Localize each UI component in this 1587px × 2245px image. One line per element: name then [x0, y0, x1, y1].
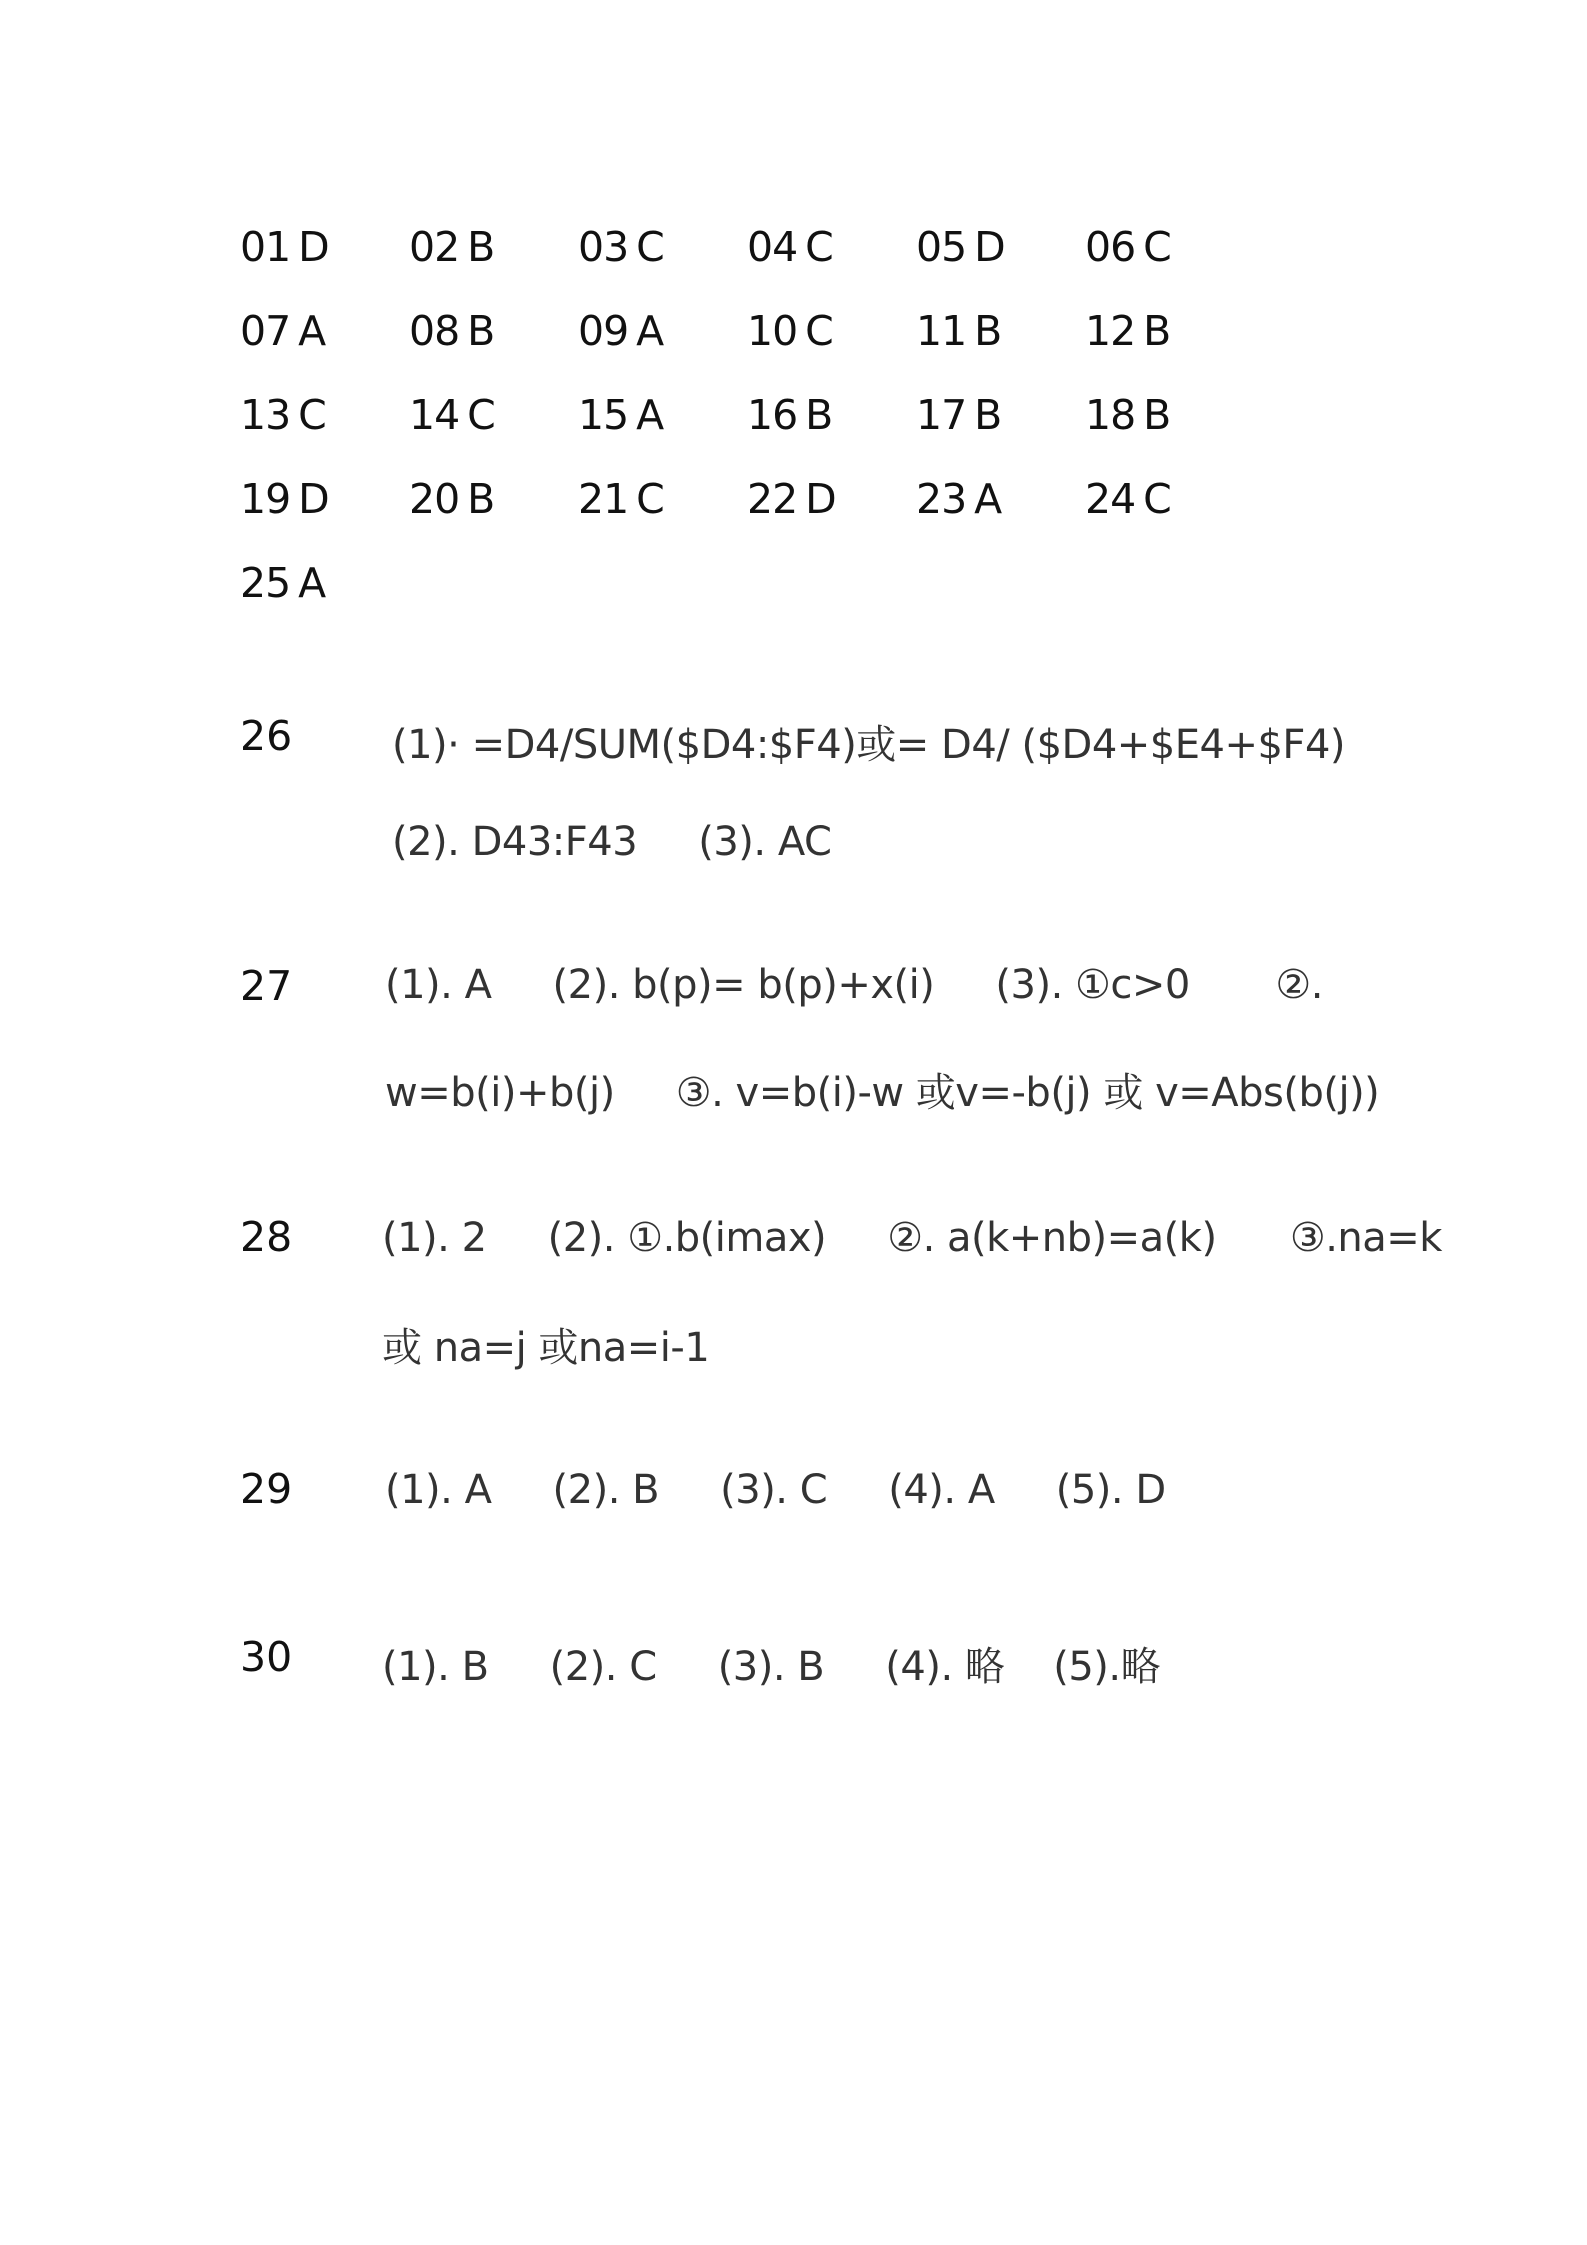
- answer-letter: C: [1143, 223, 1171, 271]
- question-number: 13: [240, 391, 291, 439]
- answer-item: [409, 475, 578, 523]
- answer-letter: D: [298, 475, 329, 523]
- answer-item: [1085, 475, 1254, 523]
- answer-item: [578, 391, 747, 439]
- question-number: 20: [409, 475, 460, 523]
- answer-letter: B: [467, 307, 495, 355]
- answer-item: [916, 307, 1085, 355]
- answer-item: [747, 223, 916, 271]
- answer-item: [747, 307, 916, 355]
- question-29-answer-line-1: (1). A (2). B (3). C (4). A (5). D: [385, 1467, 1166, 1513]
- answer-letter: B: [1143, 307, 1171, 355]
- answer-item: [1085, 307, 1254, 355]
- question-28-answer-line-2: 或 na=j 或na=i-1: [382, 1325, 710, 1371]
- question-number: 10: [747, 307, 798, 355]
- question-number: 16: [747, 391, 798, 439]
- question-number: 14: [409, 391, 460, 439]
- answer-item: [409, 223, 578, 271]
- answer-letter: A: [636, 307, 664, 355]
- answer-item: [1085, 391, 1254, 439]
- answer-letter: C: [298, 391, 326, 439]
- question-30-number: 30: [240, 1633, 293, 1681]
- answer-letter: B: [974, 391, 1002, 439]
- question-number: 24: [1085, 475, 1136, 523]
- answer-item: [409, 391, 578, 439]
- question-number: 06: [1085, 223, 1136, 271]
- question-number: 08: [409, 307, 460, 355]
- question-26-answer-line-2: (2). D43:F43 (3). AC: [392, 819, 832, 865]
- question-27-answer-line-1: (1). A (2). b(p)= b(p)+x(i) (3). ①c>0 ②.: [385, 962, 1323, 1008]
- question-27-number: 27: [240, 962, 293, 1010]
- answer-item: [240, 391, 409, 439]
- question-number: 01: [240, 223, 291, 271]
- question-number: 12: [1085, 307, 1136, 355]
- answer-item: [578, 475, 747, 523]
- answer-letter: C: [636, 475, 664, 523]
- answer-letter: D: [974, 223, 1005, 271]
- answer-letter: B: [467, 475, 495, 523]
- question-number: 25: [240, 559, 291, 607]
- answer-letter: B: [805, 391, 833, 439]
- answer-item: [1085, 223, 1254, 271]
- question-27-answer-line-2: w=b(i)+b(j) ③. v=b(i)-w 或v=-b(j) 或 v=Abs(b(j)): [385, 1070, 1380, 1116]
- answer-letter: C: [805, 223, 833, 271]
- answer-item: [240, 559, 409, 607]
- answer-row: [240, 373, 1260, 457]
- question-number: 19: [240, 475, 291, 523]
- answer-item: [747, 475, 916, 523]
- answer-item: [916, 223, 1085, 271]
- question-number: 23: [916, 475, 967, 523]
- answer-letter: D: [298, 223, 329, 271]
- answer-letter: B: [1143, 391, 1171, 439]
- question-number: 05: [916, 223, 967, 271]
- answer-row: [240, 205, 1260, 289]
- question-28-number: 28: [240, 1213, 293, 1261]
- answer-item: [240, 223, 409, 271]
- answer-letter: C: [636, 223, 664, 271]
- answer-letter: B: [467, 223, 495, 271]
- question-number: 04: [747, 223, 798, 271]
- question-number: 03: [578, 223, 629, 271]
- answer-letter: B: [974, 307, 1002, 355]
- question-number: 02: [409, 223, 460, 271]
- answer-letter: A: [298, 559, 326, 607]
- answer-letter: C: [805, 307, 833, 355]
- answer-letter: C: [467, 391, 495, 439]
- question-number: 11: [916, 307, 967, 355]
- answer-row: [240, 541, 1260, 625]
- answer-item: [240, 475, 409, 523]
- answer-item: [578, 223, 747, 271]
- answer-letter: A: [974, 475, 1002, 523]
- question-28-answer-line-1: (1). 2 (2). ①.b(imax) ②. a(k+nb)=a(k) ③.na=k: [382, 1215, 1442, 1261]
- multiple-choice-answers: [240, 205, 1260, 625]
- answer-letter: A: [636, 391, 664, 439]
- question-26-number: 26: [240, 712, 293, 760]
- answer-row: [240, 289, 1260, 373]
- answer-item: [916, 391, 1085, 439]
- answer-item: [747, 391, 916, 439]
- answer-letter: C: [1143, 475, 1171, 523]
- question-number: 09: [578, 307, 629, 355]
- answer-item: [916, 475, 1085, 523]
- answer-item: [240, 307, 409, 355]
- answer-letter: A: [298, 307, 326, 355]
- question-number: 22: [747, 475, 798, 523]
- question-number: 15: [578, 391, 629, 439]
- question-number: 18: [1085, 391, 1136, 439]
- answer-item: [409, 307, 578, 355]
- question-26-answer-line-1: (1)· =D4/SUM($D4:$F4)或= D4/ ($D4+$E4+$F4): [392, 722, 1345, 768]
- answer-item: [578, 307, 747, 355]
- question-number: 21: [578, 475, 629, 523]
- answer-letter: D: [805, 475, 836, 523]
- question-30-answer-line-1: (1). B (2). C (3). B (4). 略 (5).略: [382, 1644, 1161, 1690]
- question-number: 17: [916, 391, 967, 439]
- question-29-number: 29: [240, 1465, 293, 1513]
- answer-row: [240, 457, 1260, 541]
- question-number: 07: [240, 307, 291, 355]
